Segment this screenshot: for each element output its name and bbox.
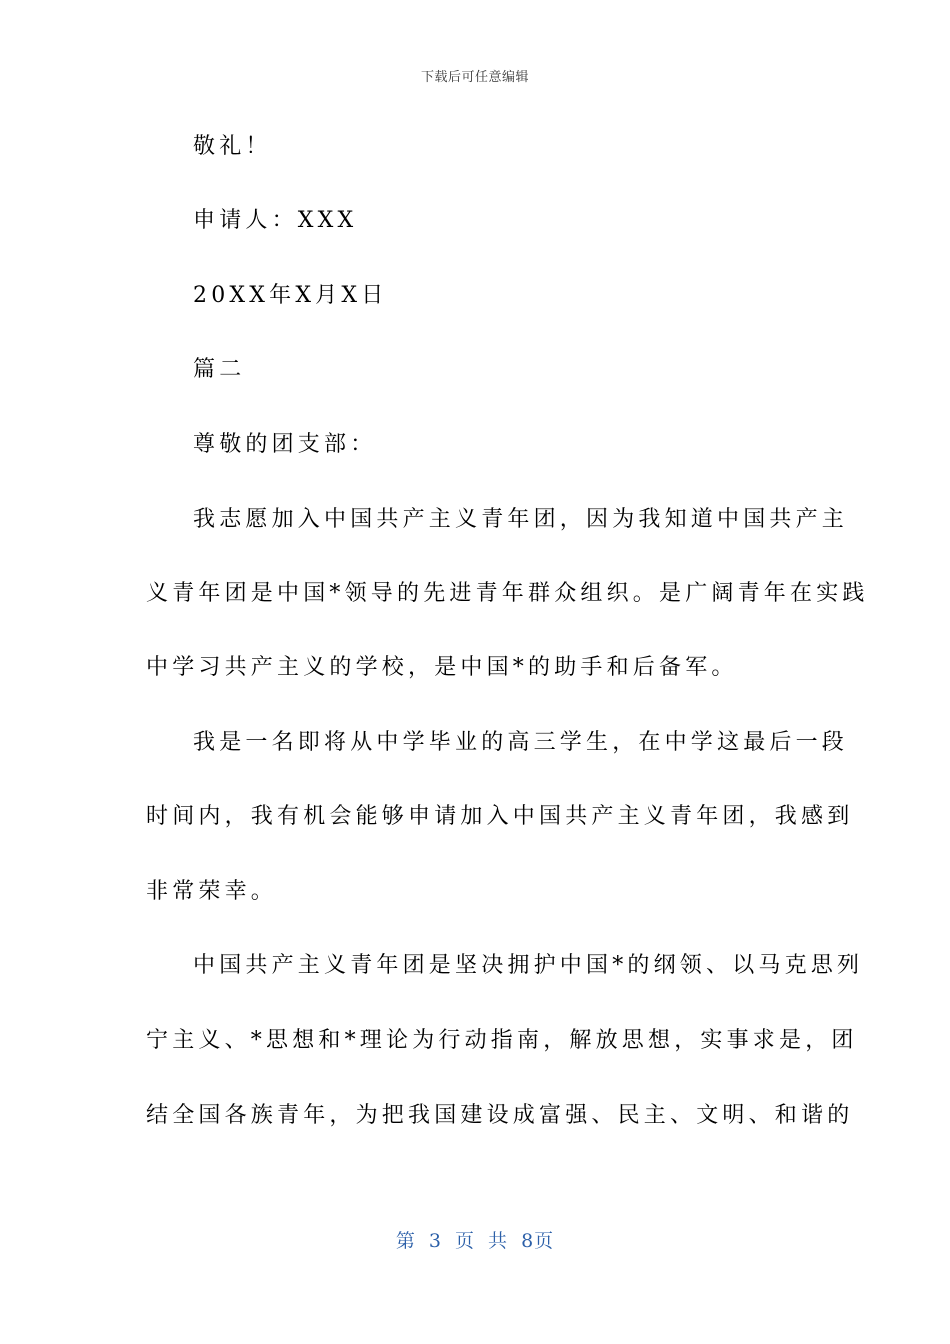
- paragraph-3-line-3: 结全国各族青年，为把我国建设成富强、民主、文明、和谐的: [146, 1103, 854, 1128]
- date-line: 20XX年X月X日: [193, 283, 388, 308]
- paragraph-2-line-3: 非常荣幸。: [146, 879, 278, 904]
- paragraph-3-line-1: 中国共产主义青年团是坚决拥护中国*的纲领、以马克思列: [193, 953, 864, 978]
- page-header: 下载后可任意编辑: [420, 70, 529, 85]
- paragraph-1-line-1: 我志愿加入中国共产主义青年团，因为我知道中国共产主: [193, 507, 849, 532]
- closing-salutation: 敬礼！: [193, 134, 272, 159]
- applicant-line: 申请人：XXX: [193, 208, 358, 233]
- page-number-footer: 第 3 页 共 8页: [395, 1230, 555, 1252]
- paragraph-2-line-2: 时间内，我有机会能够申请加入中国共产主义青年团，我感到: [146, 804, 854, 829]
- greeting-line: 尊敬的团支部：: [193, 432, 377, 457]
- section-title: 篇二: [193, 357, 246, 382]
- paragraph-1-line-2: 义青年团是中国*领导的先进青年群众组织。是广阔青年在实践: [146, 581, 869, 606]
- paragraph-1-line-3: 中学习共产主义的学校，是中国*的助手和后备军。: [146, 655, 738, 680]
- paragraph-2-line-1: 我是一名即将从中学毕业的高三学生，在中学这最后一段: [193, 730, 849, 755]
- paragraph-3-line-2: 宁主义、*思想和*理论为行动指南，解放思想，实事求是，团: [146, 1028, 858, 1053]
